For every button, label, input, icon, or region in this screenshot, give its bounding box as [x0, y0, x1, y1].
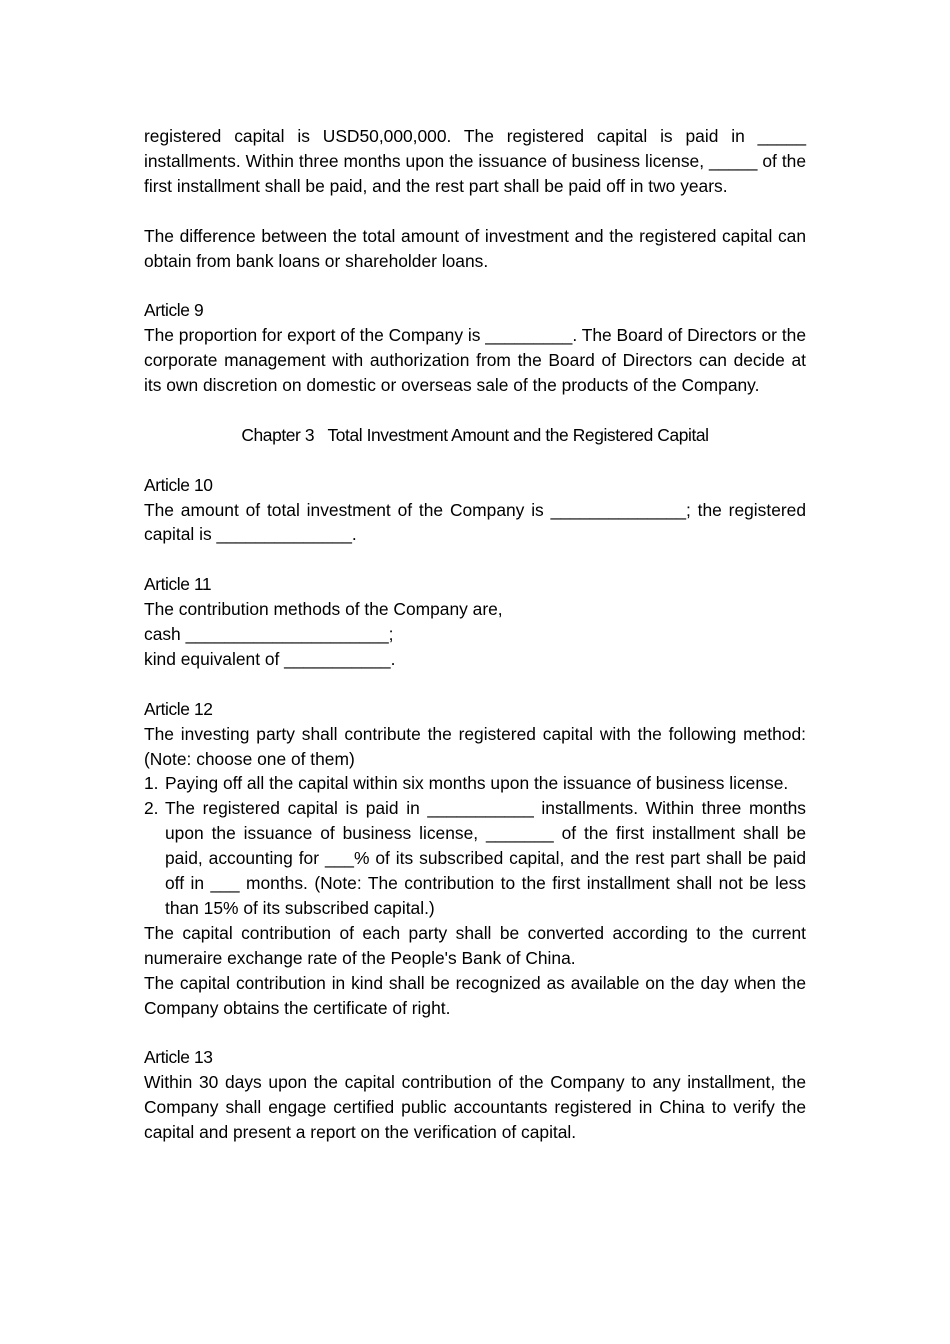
- article-10-text: The amount of total investment of the Company is ______________; the registered capital is ______________.: [144, 499, 806, 545]
- article-13: [144, 1045, 806, 1145]
- intro-paragraph-2: The difference between the total amount of investment and the registered capital can obtain from bank loans or shareholder loans.: [144, 225, 806, 271]
- list-item: [144, 771, 806, 796]
- article-10: [144, 473, 806, 548]
- intro-paragraph-1: registered capital is USD50,000,000. The registered capital is paid in _____ installments. Within three months upon the issuance of business license, _____ of the first installment shall be paid, and the rest part shall be paid off in two years.: [144, 126, 806, 196]
- article-12: [144, 697, 806, 1021]
- document-page: [144, 124, 806, 1145]
- list-item-number: 2.: [144, 798, 159, 819]
- article-9: [144, 298, 806, 398]
- article-11-line-2: cash _____________________;: [144, 624, 394, 645]
- article-9-title: Article 9: [144, 300, 204, 321]
- list-item-number: 1.: [144, 773, 159, 794]
- article-13-text: Within 30 days upon the capital contribution of the Company to any installment, the Company shall engage certified public accountants registered in China to verify the capital and present a report on the verification of capital.: [144, 1072, 806, 1143]
- article-10-title: Article 10: [144, 474, 213, 495]
- article-12-method-list: [144, 771, 806, 920]
- list-item-text: Paying off all the capital within six months upon the issuance of business license.: [165, 773, 789, 794]
- article-9-text: The proportion for export of the Company is _________. The Board of Directors or the corporate management with authorization from the Board of Directors can decide at its own discretion on domestic or overseas sale of the products of the Company.: [144, 325, 806, 396]
- article-11-line-1: The contribution methods of the Company are,: [144, 599, 503, 620]
- article-12-title: Article 12: [144, 698, 213, 719]
- article-11-line-3: kind equivalent of ___________.: [144, 648, 396, 669]
- article-11: [144, 572, 806, 672]
- article-12-intro: The investing party shall contribute the registered capital with the following method: (Note: choose one of them): [144, 723, 806, 769]
- article-13-title: Article 13: [144, 1047, 213, 1068]
- article-12-paragraph-1: The capital contribution of each party shall be converted according to the current numeraire exchange rate of the People's Bank of China.: [144, 922, 806, 968]
- article-12-paragraph-2: The capital contribution in kind shall be recognized as available on the day when the Company obtains the certificate of right.: [144, 972, 806, 1018]
- chapter-3-heading: Chapter 3 Total Investment Amount and the Registered Capital: [241, 424, 709, 445]
- article-11-title: Article 11: [144, 574, 212, 595]
- list-item: [144, 796, 806, 921]
- list-item-text: The registered capital is paid in ___________ installments. Within three months upon the issuance of business license, _______ of the first installment shall be paid, accounting for ___% of its subscribed capital, and the rest part shall be paid off in ___ months. (Note: The contribution to the first installment shall not be less than 15% of its subscribed capital.): [165, 798, 806, 918]
